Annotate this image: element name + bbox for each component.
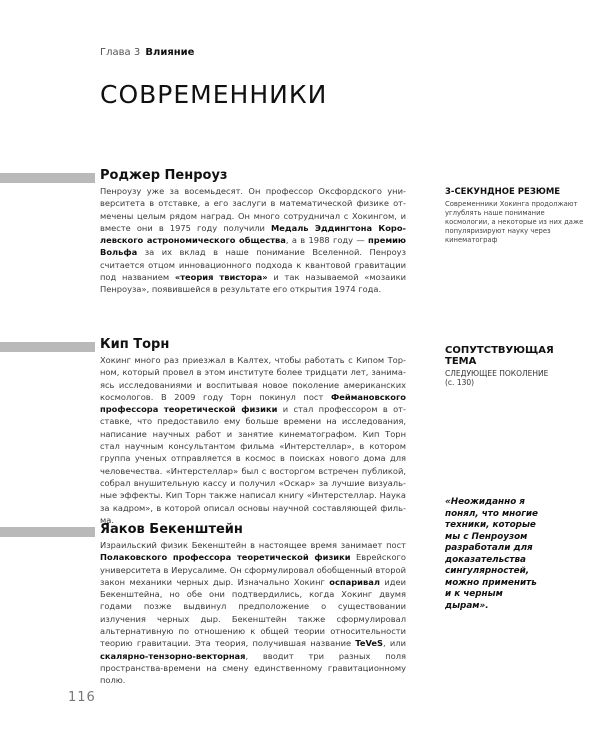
section-body xyxy=(100,539,406,687)
section-heading: Яаков Бекенштейн xyxy=(100,522,243,537)
section-heading: Роджер Пенроуз xyxy=(100,168,228,183)
text-run: и стал профессором в отставке, что предоставило ему больше времени на исследования, написание научных работ и занятие кинематографом. Кип Торн стал научным консультантом фильма «Интерстеллар», в котором группа ученых отправляется в космос в поисках нового дома для человечества. «Интерстеллар» был с восторгом встречен публикой, собрал внушительную кассу и получил «Оскар» за лучшие визуальные эффекты. Кип Торн также написал книгу «Интерстеллар. Наука за кадром», в которой описал основы научной составляющей фильма. xyxy=(100,404,406,525)
text-run: Пенроузу уже за восемьдесят. Он профессор Оксфордского университета в отставке, а его заслуги в математической физике отмечены целым рядом наград. Он много сотрудничал с Хокингом, и вместе они в 1975 году получили xyxy=(100,186,406,233)
related-topic-box xyxy=(445,345,585,387)
bold-term: Медаль Эддингтона Королевского астрономического общества xyxy=(100,222,406,246)
bold-term: «теория твистора» xyxy=(174,272,268,283)
pull-quote: «Неожиданно я понял, что многие техники, которые мы с Пенроузом разработали для доказательства сингулярностей, можно применить и к черным дырам». xyxy=(445,497,538,611)
section-marker-bar xyxy=(0,342,95,352)
summary-box xyxy=(445,187,585,245)
bold-term: TeVeS xyxy=(355,638,384,649)
bold-term: оспаривал xyxy=(329,576,380,587)
page-number: 116 xyxy=(68,690,96,705)
bold-term: Феймановского профессора теоретической физики xyxy=(100,391,406,415)
text-run: Хокинг много раз приезжал в Калтех, чтобы работать с Кипом Торном, который провел в этом институте более тридцати лет, занимаясь исследованиями и воспитывая новое поколение американских космологов. В 2009 году Торн покинул пост xyxy=(100,355,406,402)
text-run: и так называемой «мозаики Пенроуза», появившейся в результате его открытия 1974 года. xyxy=(100,272,406,295)
bold-term: премию Вольфа xyxy=(100,235,406,258)
summary-text: Современники Хокинга продолжают углублять наше понимание космологии, а некоторые из них даже популяризируют науку через кинематограф xyxy=(445,200,584,244)
section-penrose xyxy=(100,168,406,296)
chapter-header xyxy=(100,47,194,58)
related-page-ref: (с. 130) xyxy=(445,378,475,387)
bold-term: Полаковского профессора теоретической физики xyxy=(100,552,351,563)
text-run: , или xyxy=(383,638,406,649)
chapter-name: Влияние xyxy=(145,47,195,58)
section-bekenstein xyxy=(100,522,406,687)
text-run: Еврейского университета в Иерусалиме. Он сформулировал обобщенный второй закон механики черных дыр. Изначально Хокинг xyxy=(100,552,406,587)
text-run: , вводит три разных поля пространства-времени на смену единственному гравитационному полю. xyxy=(100,650,406,686)
section-marker-bar xyxy=(0,527,95,537)
text-run: , а в 1988 году — xyxy=(285,235,369,246)
text-run: идеи Бекенштейна, но обе они подтвердились, когда Хокинг двумя годами позже выдвинул предположение о существовании излучения черных дыр. Бекенштейн также сформулировал альтернативную по отношению к общей теории относительности теорию гравитации. Эта теория, получившая название xyxy=(100,576,406,649)
related-subtopic: СЛЕДУЮЩЕЕ ПОКОЛЕНИЕ xyxy=(445,369,549,378)
section-body xyxy=(100,354,406,526)
related-heading: СОПУТСТВУЮЩАЯ ТЕМА xyxy=(445,345,554,367)
text-run: за их вклад в наше понимание Вселенной. Пенроуз считается отцом инновационного подхода к квантовой гравитации под названием xyxy=(100,247,406,283)
section-thorne xyxy=(100,337,406,526)
summary-heading: 3-СЕКУНДНОЕ РЕЗЮМЕ xyxy=(445,187,561,197)
bold-term: скалярно-тензорно-векторная xyxy=(100,650,246,661)
section-marker-bar xyxy=(0,173,95,183)
chapter-label: Глава 3 xyxy=(100,47,141,58)
section-heading: Кип Торн xyxy=(100,337,170,352)
section-body xyxy=(100,185,406,296)
text-run: Израильский физик Бекенштейн в настоящее время занимает пост xyxy=(100,540,406,550)
page-title: СОВРЕМЕННИКИ xyxy=(100,80,328,109)
